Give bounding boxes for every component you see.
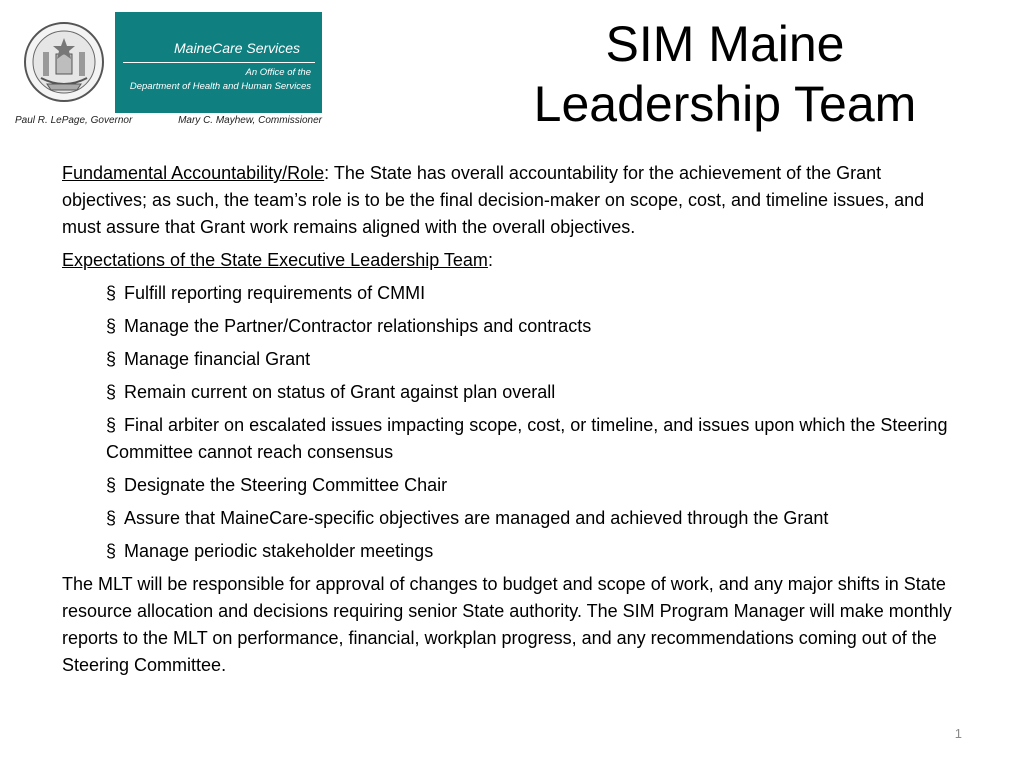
seal-box	[13, 12, 115, 113]
expectations-label: Expectations of the State Executive Leadership Team	[62, 250, 488, 270]
slide-body	[62, 160, 967, 679]
slide-title	[470, 14, 980, 134]
bullet-mark: §	[106, 415, 117, 435]
list-item	[106, 346, 967, 373]
bullet-mark: §	[106, 316, 117, 336]
expectations-heading	[62, 247, 967, 274]
state-seal-icon	[23, 20, 105, 104]
logo-title: MaineCare Services	[174, 40, 301, 56]
list-item	[106, 280, 967, 307]
list-item-text: Manage periodic stakeholder meetings	[124, 541, 434, 561]
bullet-mark: §	[106, 283, 117, 303]
list-item-text: Designate the Steering Committee Chair	[124, 475, 448, 495]
bullet-mark: §	[106, 541, 117, 561]
role-label: Fundamental Accountability/Role	[62, 163, 325, 183]
logo-subtitle-1: An Office of the	[245, 67, 311, 78]
list-item	[106, 379, 967, 406]
expectations-list	[62, 280, 967, 565]
list-item	[106, 505, 967, 532]
role-text: : The State has overall accountability for the achievement of the Grant objectives; as such, the team’s role is to be the final decision-maker on scope, cost, and timeline issues, and must assure that Grant work remains aligned with the overall objectives.	[62, 163, 925, 237]
list-item-text: Final arbiter on escalated issues impacting scope, cost, or timeline, and issues upon which the Steering Committee cannot reach consensus	[106, 415, 948, 462]
list-item-text: Fulfill reporting requirements of CMMI	[124, 283, 426, 303]
role-paragraph	[62, 160, 967, 241]
commissioner-name: Mary C. Mayhew, Commissioner	[178, 115, 322, 126]
mainecare-logo	[13, 12, 322, 128]
closing-paragraph: The MLT will be responsible for approval of changes to budget and scope of work, and any major shifts in State resource allocation and decisions requiring senior State authority. The SIM Program Manager will make monthly reports to the MLT on performance, financial, workplan progress, and any recommendations coming out of the Steering Committee.	[62, 574, 952, 675]
governor-name: Paul R. LePage, Governor	[15, 115, 133, 126]
logo-divider	[123, 62, 315, 63]
list-item	[106, 538, 967, 565]
list-item	[106, 412, 967, 466]
bullet-mark: §	[106, 475, 117, 495]
bullet-mark: §	[106, 349, 117, 369]
list-item-text: Assure that MaineCare-specific objectives are managed and achieved through the Grant	[124, 508, 829, 528]
title-line-1: SIM Maine	[605, 16, 845, 72]
list-item	[106, 472, 967, 499]
title-line-2: Leadership Team	[533, 76, 917, 132]
list-item-text: Remain current on status of Grant against plan overall	[124, 382, 556, 402]
bullet-mark: §	[106, 508, 117, 528]
list-item-text: Manage financial Grant	[124, 349, 311, 369]
list-item	[106, 313, 967, 340]
bullet-mark: §	[106, 382, 117, 402]
list-item-text: Manage the Partner/Contractor relationships and contracts	[124, 316, 592, 336]
page-number: 1	[954, 726, 962, 741]
logo-subtitle-2: Department of Health and Human Services	[129, 81, 311, 92]
expectations-colon: :	[487, 250, 493, 270]
